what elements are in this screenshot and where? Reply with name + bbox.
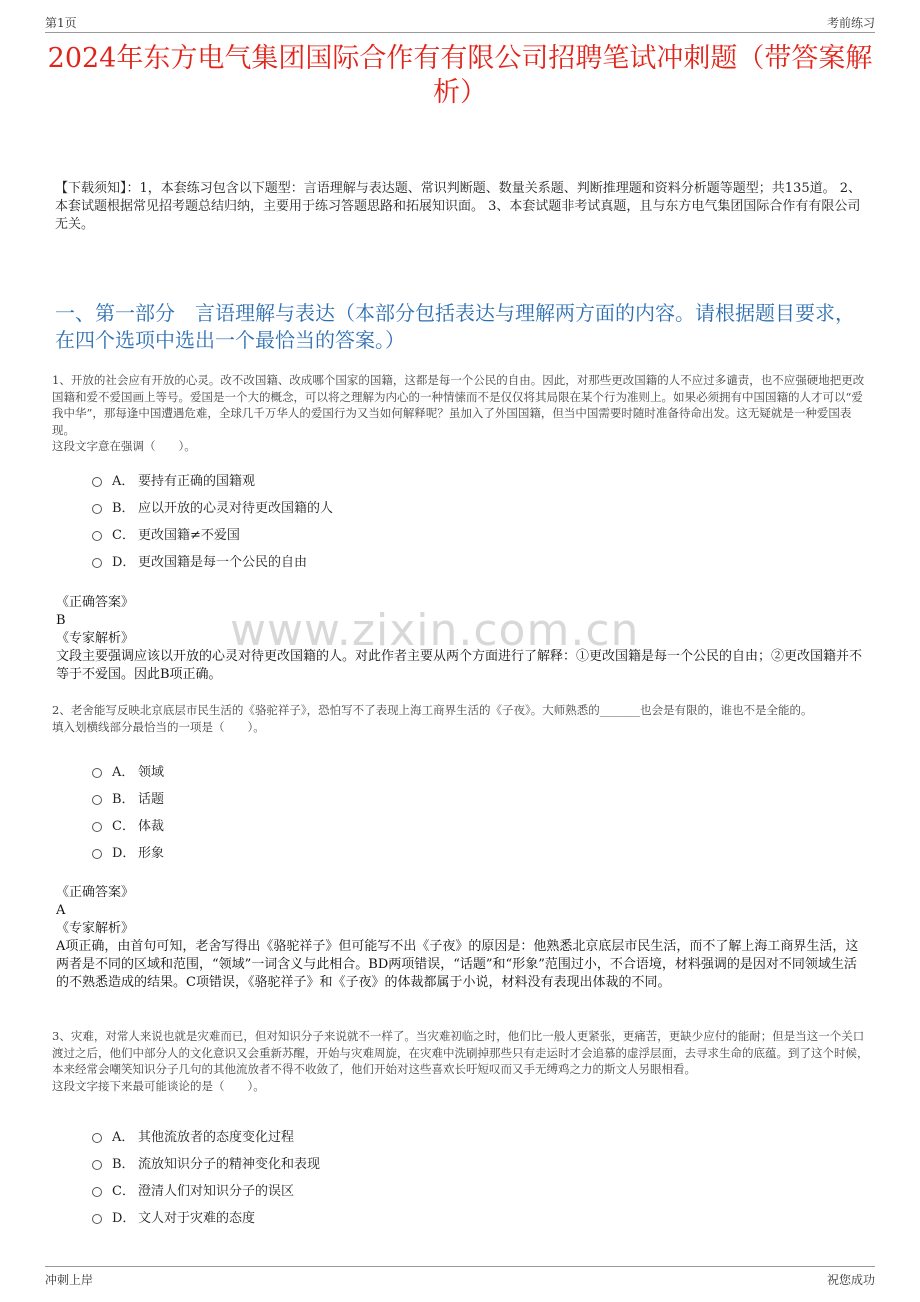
radio-icon[interactable] xyxy=(92,1187,102,1197)
question-1-options xyxy=(92,466,333,574)
question-prompt: 填入划横线部分最恰当的一项是（ ）。 xyxy=(52,719,265,734)
radio-icon[interactable] xyxy=(92,531,102,541)
question-1-stem: 1、开放的社会应有开放的心灵。改不改国籍、改成哪个国家的国籍，这都是每一个公民的自由。因此，对那些更改国籍的人不应过多谴责，也不应强硬地把更改国籍和爱不爱国画上等号。爱国是一个大的概念，可以将之理解为内心的一种情愫而不是仅仅将其局限在某个行为准则上。如果必须拥有中国国籍的人才可以“爱我中华”，那每逢中国遭遇危难，全球几千万华人的爱国行为又当如何解释呢？虽加入了外国国籍，但当中国需要时随时准备待命出发。这无疑就是一种爱国表现。 这段文字意在强调（ ）。 xyxy=(52,372,870,455)
option-a[interactable]: A． 要持有正确的国籍观 xyxy=(92,466,333,493)
watermark: www.zixin.com.cn xyxy=(230,605,640,656)
option-a[interactable]: A． 领域 xyxy=(92,757,164,784)
option-d[interactable]: D． 形象 xyxy=(92,838,164,865)
expert-analysis: A项正确，由首句可知，老舍写得出《骆驼祥子》但可能写不出《子夜》的原因是：他熟悉北京底层市民生活，而不了解上海工商界生活，这两者是不同的区域和范围，“领域”一词含义与此相合。BD两项错误，“话题”和“形象”范围过小，不合语境，材料强调的是因对不同领域生活的不熟悉造成的结果。C项错误，《骆驼祥子》和《子夜》的体裁都属于小说，材料没有表现出体裁的不同。 xyxy=(56,939,859,990)
radio-icon[interactable] xyxy=(92,795,102,805)
option-d[interactable]: D． 文人对于灾难的态度 xyxy=(92,1203,320,1230)
correct-answer: B xyxy=(56,613,66,628)
question-2-answer: 《正确答案》 A 《专家解析》 A项正确，由首句可知，老舍写得出《骆驼祥子》但可能写不出《子夜》的原因是：他熟悉北京底层市民生活，而不了解上海工商界生活，这两者是不同的区域和范围，“领域”一词含义与此相合。BD两项错误，“话题”和“形象”范围过小，不合语境，材料强调的是因对不同领域生活的不熟悉造成的结果。C项错误，《骆驼祥子》和《子夜》的体裁都属于小说，材料没有表现出体裁的不同。 xyxy=(56,884,868,992)
page-header xyxy=(45,12,875,33)
radio-icon[interactable] xyxy=(92,477,102,487)
download-notice: 【下载须知】：1，本套练习包含以下题型：言语理解与表达题、常识判断题、数量关系题、判断推理题和资料分析题等题型；共135道。 2、本套试题根据常见招考题总结归纳，主要用于练习答题思路和拓展知识面。 3、本套试题非考试真题，且与东方电气集团国际合作有有限公司无关。 xyxy=(55,181,861,232)
question-1-answer: 《正确答案》 B 《专家解析》 文段主要强调应该以开放的心灵对待更改国籍的人。对此作者主要从两个方面进行了解释：①更改国籍是每一个公民的自由；②更改国籍并不等于不爱国。因此B项正确。 xyxy=(56,594,868,684)
option-b[interactable]: B． 流放知识分子的精神变化和表现 xyxy=(92,1149,320,1176)
radio-icon[interactable] xyxy=(92,558,102,568)
radio-icon[interactable] xyxy=(92,768,102,778)
page-footer xyxy=(45,1266,875,1289)
question-prompt: 这段文字接下来最可能谈论的是（ ）。 xyxy=(52,1078,265,1093)
radio-icon[interactable] xyxy=(92,849,102,859)
section-heading: 一、第一部分 言语理解与表达（本部分包括表达与理解两方面的内容。请根据题目要求，在四个选项中选出一个最恰当的答案。） xyxy=(55,301,855,352)
footer-left: 冲刺上岸 xyxy=(45,1273,94,1287)
radio-icon[interactable] xyxy=(92,1133,102,1143)
correct-answer: A xyxy=(56,903,66,918)
document-title: 2024年东方电气集团国际合作有有限公司招聘笔试冲刺题（带答案解析） xyxy=(47,43,873,108)
footer-right: 祝您成功 xyxy=(826,1273,875,1287)
option-b[interactable]: B． 应以开放的心灵对待更改国籍的人 xyxy=(92,493,333,520)
option-c[interactable]: C． 更改国籍≠不爱国 xyxy=(92,520,333,547)
radio-icon[interactable] xyxy=(92,822,102,832)
question-prompt: 这段文字意在强调（ ）。 xyxy=(52,439,196,453)
option-d[interactable]: D． 更改国籍是每一个公民的自由 xyxy=(92,547,333,574)
expert-analysis: 文段主要强调应该以开放的心灵对待更改国籍的人。对此作者主要从两个方面进行了解释：①更改国籍是每一个公民的自由；②更改国籍并不等于不爱国。因此B项正确。 xyxy=(56,649,863,682)
question-2-stem: 2、老舍能写反映北京底层市民生活的《骆驼祥子》，恐怕写不了表现上海工商界生活的《子夜》。大师熟悉的_______也会是有限的，谁也不是全能的。 填入划横线部分最恰当的一项是（ ）。 xyxy=(52,702,870,735)
option-b[interactable]: B． 话题 xyxy=(92,784,164,811)
header-tag: 考前练习 xyxy=(826,16,875,30)
option-c[interactable]: C． 体裁 xyxy=(92,811,164,838)
option-a[interactable]: A． 其他流放者的态度变化过程 xyxy=(92,1122,320,1149)
option-c[interactable]: C． 澄清人们对知识分子的误区 xyxy=(92,1176,320,1203)
radio-icon[interactable] xyxy=(92,1214,102,1224)
radio-icon[interactable] xyxy=(92,504,102,514)
page-number: 第1页 xyxy=(45,16,77,30)
question-3-stem: 3、灾难，对常人来说也就是灾难而已，但对知识分子来说就不一样了。当灾难初临之时，他们比一般人更紧张，更痛苦，更缺少应付的能耐；但是当这一个关口渡过之后，他们中部分人的文化意识又会重新苏醒，开始与灾难周旋，在灾难中洗刷掉那些只有走运时才会追慕的虚浮层面，去寻求生命的底蕴。到了这个时候，本来经常会嘲笑知识分子几句的其他流放者不得不收敛了，他们开始对这些喜欢长吁短叹而又手无缚鸡之力的斯文人另眼相看。 这段文字接下来最可能谈论的是（ ）。 xyxy=(52,1029,869,1093)
question-2-options xyxy=(92,757,164,865)
question-3-options xyxy=(92,1122,320,1230)
radio-icon[interactable] xyxy=(92,1160,102,1170)
